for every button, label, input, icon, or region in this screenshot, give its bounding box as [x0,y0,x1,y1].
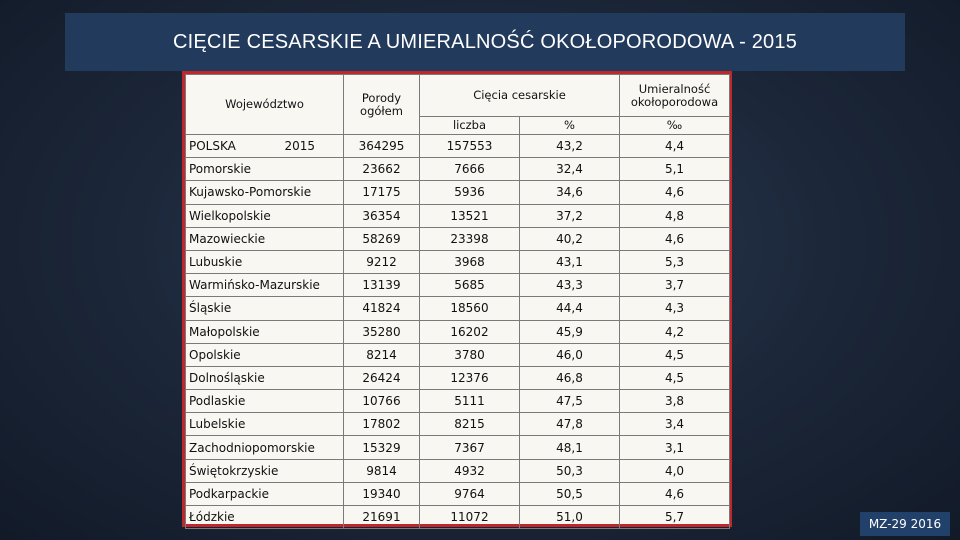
cell-cesarean-pct: 34,6 [520,181,620,204]
table-row [186,343,730,366]
cell-births: 26424 [344,366,420,389]
table-row [186,506,730,529]
cell-region: Lubelskie [186,413,344,436]
cell-region: Śląskie [186,297,344,320]
total-region: POLSKA [189,139,236,154]
cell-mortality: 4,8 [620,204,730,227]
cell-cesarean-count: 4932 [420,459,520,482]
title-bar [65,13,905,71]
cell-mortality: 4,6 [620,181,730,204]
cell-region: Dolnośląskie [186,366,344,389]
cell-cesarean-pct: 32,4 [520,158,620,181]
cell-cesarean-count: 23398 [420,227,520,250]
cell-births: 58269 [344,227,420,250]
cell-cesarean-count: 7666 [420,158,520,181]
table-row [186,204,730,227]
cell-cesarean-count: 7367 [420,436,520,459]
cell-births: 13139 [344,274,420,297]
cell-region: Mazowieckie [186,227,344,250]
table-row [186,181,730,204]
cell-mortality: 4,0 [620,459,730,482]
header-region: Województwo [186,75,344,135]
cell-cesarean-pct: 40,2 [520,227,620,250]
cell-cesarean-pct: 48,1 [520,436,620,459]
cell-mortality: 5,3 [620,250,730,273]
cell-births: 10766 [344,390,420,413]
table-row [186,459,730,482]
cell-births: 15329 [344,436,420,459]
cell-region: Kujawsko-Pomorskie [186,181,344,204]
cell-region: Lubuskie [186,250,344,273]
cell-cesarean-count: 3780 [420,343,520,366]
cell-births: 19340 [344,482,420,505]
cell-cesarean-pct: 46,8 [520,366,620,389]
table-row [186,250,730,273]
cell-cesarean-pct: 51,0 [520,506,620,529]
table-row [186,366,730,389]
cell-births: 364295 [344,135,420,158]
cell-region: Warmińsko-Mazurskie [186,274,344,297]
cell-cesarean-count: 5685 [420,274,520,297]
cell-cesarean-count: 157553 [420,135,520,158]
cell-cesarean-count: 5936 [420,181,520,204]
cell-cesarean-pct: 43,1 [520,250,620,273]
cell-births: 41824 [344,297,420,320]
cell-cesarean-pct: 47,5 [520,390,620,413]
page-title: CIĘCIE CESARSKIE A UMIERALNOŚĆ OKOŁOPORODOWA - 2015 [172,30,798,53]
header-cesarean: Cięcia cesarskie [420,75,620,117]
cell-births: 17802 [344,413,420,436]
cell-cesarean-count: 8215 [420,413,520,436]
cell-births: 9814 [344,459,420,482]
cell-cesarean-pct: 50,5 [520,482,620,505]
table-row-total [186,135,730,158]
header-cesarean-count: liczba [420,117,520,135]
cell-cesarean-count: 9764 [420,482,520,505]
cell-cesarean-pct: 37,2 [520,204,620,227]
cell-births: 21691 [344,506,420,529]
cell-births: 36354 [344,204,420,227]
cell-cesarean-pct: 47,8 [520,413,620,436]
table-row [186,413,730,436]
cell-mortality: 4,5 [620,366,730,389]
cell-region: Podkarpackie [186,482,344,505]
cell-mortality: 4,6 [620,227,730,250]
cell-mortality: 4,5 [620,343,730,366]
cell-cesarean-count: 11072 [420,506,520,529]
table-row [186,297,730,320]
table-row [186,274,730,297]
header-births: Porody ogółem [344,75,420,135]
header-cesarean-pct: % [520,117,620,135]
cell-births: 8214 [344,343,420,366]
cell-mortality: 3,7 [620,274,730,297]
cell-cesarean-pct: 46,0 [520,343,620,366]
cell-cesarean-count: 3968 [420,250,520,273]
table-row [186,227,730,250]
cell-mortality: 5,1 [620,158,730,181]
cell-region [186,135,344,158]
cell-cesarean-count: 5111 [420,390,520,413]
cell-cesarean-pct: 44,4 [520,297,620,320]
cell-cesarean-count: 12376 [420,366,520,389]
header-mortality-unit: ‰ [620,117,730,135]
cell-region: Małopolskie [186,320,344,343]
cell-mortality: 3,4 [620,413,730,436]
cell-cesarean-pct: 43,2 [520,135,620,158]
cell-region: Łódzkie [186,506,344,529]
total-year: 2015 [284,139,315,154]
cell-births: 35280 [344,320,420,343]
cell-region: Pomorskie [186,158,344,181]
cell-cesarean-count: 16202 [420,320,520,343]
cell-region: Podlaskie [186,390,344,413]
cell-births: 9212 [344,250,420,273]
cell-region: Świętokrzyskie [186,459,344,482]
cell-cesarean-count: 13521 [420,204,520,227]
source-badge: MZ-29 2016 [860,512,950,536]
cell-region: Zachodniopomorskie [186,436,344,459]
cell-births: 17175 [344,181,420,204]
cell-cesarean-pct: 50,3 [520,459,620,482]
cell-mortality: 3,1 [620,436,730,459]
cell-mortality: 3,8 [620,390,730,413]
cell-mortality: 4,6 [620,482,730,505]
cell-cesarean-pct: 43,3 [520,274,620,297]
data-table [185,74,730,529]
table-row [186,320,730,343]
cell-mortality: 4,3 [620,297,730,320]
cell-cesarean-count: 18560 [420,297,520,320]
cell-mortality: 5,7 [620,506,730,529]
cell-mortality: 4,4 [620,135,730,158]
table-row [186,390,730,413]
cell-region: Wielkopolskie [186,204,344,227]
table-row [186,436,730,459]
cell-region: Opolskie [186,343,344,366]
table-row [186,158,730,181]
cell-cesarean-pct: 45,9 [520,320,620,343]
cell-births: 23662 [344,158,420,181]
table-row [186,482,730,505]
data-table-frame [182,71,732,527]
cell-mortality: 4,2 [620,320,730,343]
header-mortality: Umieralność okołoporodowa [620,75,730,117]
